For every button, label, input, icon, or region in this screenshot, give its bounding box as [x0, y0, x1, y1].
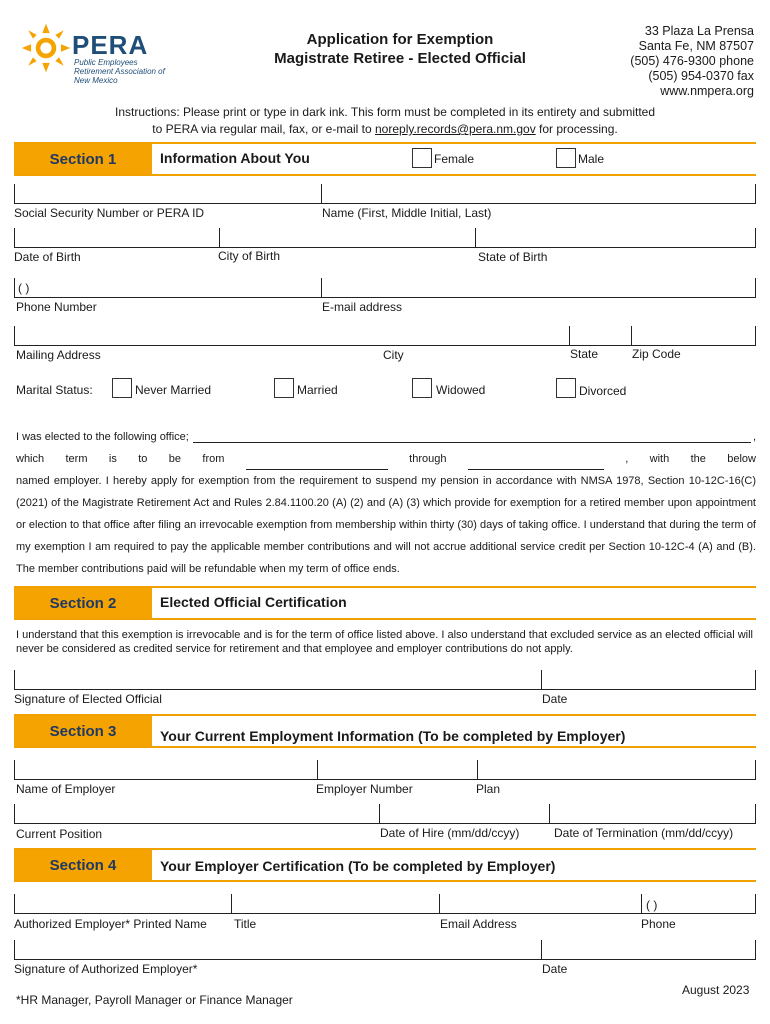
word-the: the: [690, 453, 706, 465]
word-be: be: [168, 453, 182, 465]
pera-sun-logo-icon: [18, 20, 74, 76]
elected-date-label: Date: [542, 692, 568, 706]
date-of-hire-label: Date of Hire (mm/dd/ccyy): [380, 826, 520, 840]
divider: [379, 804, 380, 823]
divider: [541, 940, 542, 959]
election-statement: [16, 426, 756, 580]
ssn-name-row[interactable]: [14, 184, 756, 204]
term-start-field[interactable]: [246, 456, 388, 470]
divider: [219, 228, 220, 247]
zip-label: Zip Code: [632, 347, 681, 361]
divider: [321, 278, 322, 297]
logo-wordmark: PERA: [72, 30, 149, 60]
widowed-checkbox[interactable]: [412, 378, 432, 398]
word-which: which: [16, 453, 45, 465]
comma: ,: [752, 431, 756, 443]
divider: [477, 760, 478, 779]
word-to: to: [138, 453, 148, 465]
authorized-name-label: Authorized Employer* Printed Name: [14, 917, 207, 931]
date-of-termination-label: Date of Termination (mm/dd/ccyy): [554, 826, 734, 840]
word-through: through: [409, 453, 447, 465]
word-from: from: [202, 453, 225, 465]
title-line-1: Application for Exemption: [306, 31, 494, 48]
female-label: Female: [434, 152, 475, 166]
married-label: Married: [297, 383, 338, 397]
logo-subtitle: Public Employees Retirement Association of New Mexico: [74, 58, 165, 85]
never-married-checkbox[interactable]: [112, 378, 132, 398]
section-1-badge: Section 1: [14, 144, 152, 174]
elected-office-field[interactable]: [193, 442, 751, 443]
phone-area-code: ( ): [18, 281, 30, 295]
address-line: Santa Fe, NM 87507: [638, 39, 754, 53]
employer-number-label: Employer Number: [316, 782, 413, 796]
employer-signature-label: Signature of Authorized Employer*: [14, 962, 198, 976]
elected-office-intro: I was elected to the following office;: [16, 431, 189, 443]
divider: [641, 894, 642, 913]
section-3-title: Your Current Employment Information (To be completed by Employer): [160, 728, 626, 744]
birth-row[interactable]: [14, 228, 756, 248]
employer-row[interactable]: [14, 760, 756, 780]
never-married-label: Never Married: [135, 383, 212, 397]
marital-status-label: Marital Status:: [16, 383, 93, 397]
male-label: Male: [578, 152, 605, 166]
instructions: [40, 104, 730, 138]
divorced-label: Divorced: [579, 384, 627, 398]
male-checkbox[interactable]: [556, 148, 576, 168]
title-line-2: Magistrate Retiree - Elected Official: [274, 50, 526, 67]
address-website: www.nmpera.org: [660, 84, 754, 98]
divider: [631, 326, 632, 345]
word-below: below: [727, 453, 756, 465]
state-label: State: [570, 347, 599, 361]
email-address-label: Email Address: [440, 917, 517, 931]
phone-label: Phone Number: [16, 300, 97, 314]
divider: [321, 184, 322, 203]
footnote: *HR Manager, Payroll Manager or Finance Manager: [16, 993, 293, 1007]
revision-date: August 2023: [682, 983, 750, 997]
section-2-header: [14, 586, 756, 620]
section-4-badge: Section 4: [14, 850, 152, 880]
elected-signature-label: Signature of Elected Official: [14, 692, 162, 706]
term-end-field[interactable]: [468, 456, 604, 470]
instructions-line-1: Instructions: Please print or type in dark ink. This form must be completed in its entirety and submitted: [114, 105, 656, 119]
divider: [439, 894, 440, 913]
section-3-badge: Section 3: [14, 716, 152, 746]
divider: [549, 804, 550, 823]
address-phone: (505) 476-9300 phone: [630, 54, 754, 68]
plan-label: Plan: [476, 782, 501, 796]
instructions-line-2-end: for processing.: [535, 122, 618, 136]
employer-signature-row[interactable]: [14, 940, 756, 960]
dob-label: Date of Birth: [14, 250, 81, 264]
name-label: Name (First, Middle Initial, Last): [322, 206, 492, 220]
current-position-label: Current Position: [16, 827, 103, 841]
married-checkbox[interactable]: [274, 378, 294, 398]
section-2-title: Elected Official Certification: [160, 594, 347, 610]
elected-signature-row[interactable]: [14, 670, 756, 690]
divider: [231, 894, 232, 913]
address-fax: (505) 954-0370 fax: [648, 69, 754, 83]
divider: [475, 228, 476, 247]
comma: ,: [625, 453, 629, 465]
employer-name-label: Name of Employer: [16, 782, 116, 796]
section-3-header: [14, 714, 756, 748]
divider: [317, 760, 318, 779]
widowed-label: Widowed: [436, 383, 486, 397]
authorized-employer-row[interactable]: [14, 894, 756, 914]
mailing-row[interactable]: [14, 326, 756, 346]
records-email-link[interactable]: noreply.records@pera.nm.gov: [375, 122, 536, 136]
city-of-birth-label: City of Birth: [218, 249, 281, 263]
section-4-header: [14, 848, 756, 882]
title-label: Title: [234, 917, 257, 931]
word-term: term: [65, 453, 88, 465]
word-is: is: [108, 453, 117, 465]
city-label: City: [383, 348, 404, 362]
email-label: E-mail address: [322, 300, 403, 314]
divider: [569, 326, 570, 345]
divorced-checkbox[interactable]: [556, 378, 576, 398]
section-2-badge: Section 2: [14, 588, 152, 618]
contact-row[interactable]: [14, 278, 756, 298]
instructions-line-2: to PERA via regular mail, fax, or e-mail to: [152, 122, 375, 136]
divider: [541, 670, 542, 689]
word-with: with: [649, 453, 670, 465]
position-row[interactable]: [14, 804, 756, 824]
section-1-title: Information About You: [160, 150, 310, 166]
section-1-header: [14, 142, 756, 176]
form-title: [240, 30, 560, 68]
ssn-label: Social Security Number or PERA ID: [14, 206, 205, 220]
section-4-title: Your Employer Certification (To be completed by Employer): [160, 858, 556, 874]
female-checkbox[interactable]: [412, 148, 432, 168]
employer-phone-area-code: ( ): [646, 898, 658, 912]
employer-date-label: Date: [542, 962, 568, 976]
mailing-address-label: Mailing Address: [16, 348, 101, 362]
certification-text: I understand that this exemption is irrevocable and is for the term of office listed above. I also understand that excluded service as an elected official will never be considered as credited service for retirement and that employee and employer contributions do not apply.: [16, 629, 753, 655]
employer-phone-label: Phone: [641, 917, 676, 931]
state-of-birth-label: State of Birth: [478, 250, 548, 264]
pera-address: [630, 24, 754, 99]
address-line: 33 Plaza La Prensa: [644, 24, 754, 38]
exemption-text: named employer. I hereby apply for exemption from the requirement to suspend my pension in accordance with NMSA 1978, Section 10-12C-16(C) (2021) of the Magistrate Retirement Act and Rules 2.84.1100.20 (A) (2) and (A) (3) which provide for exemption for a retired member upon appointment or election to that office after filing an irrevocable exemption from membership within thirty (30) days of taking office. I understand that during the term of my exemption I am required to pay the applicable member contributions and will not accrue additional service credit per Section 10-12C-4 (A) and (B). The member contributions paid will be refundable when my term of office ends.: [16, 475, 756, 575]
